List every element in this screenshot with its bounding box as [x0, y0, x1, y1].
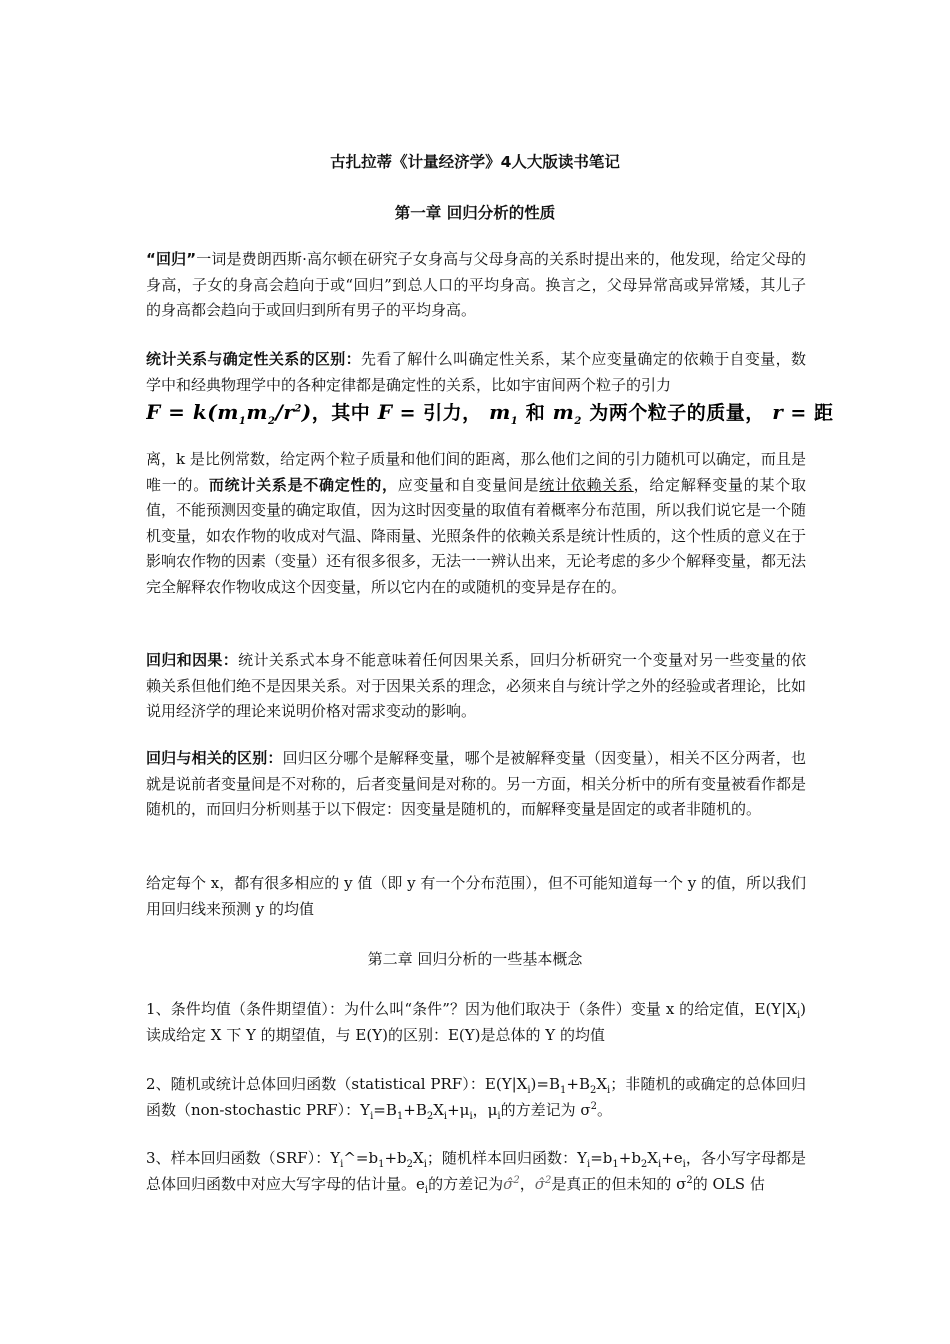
- chapter-2-heading: 第二章 回归分析的一些基本概念: [367, 950, 583, 968]
- term-regression-correlation: 回归与相关的区别：: [146, 749, 283, 767]
- paragraph-text: 一词是费朗西斯·高尔顿在研究子女身高与父母身高的关系时提出来的，他发现，给定父母的身高，子女的身高会趋向于或“回归”到总人口的平均身高。换言之，父母异常高或异常矮，其儿子的身高都会趋向于或回归到所有男子的平均身高。: [146, 250, 806, 319]
- paragraph-statistical-vs-deterministic: [146, 347, 806, 398]
- paragraph-statistical-dependence: 离，k 是比例常数，给定两个粒子质量和他们间的距离，那么他们之间的引力随机可以确定，而且是唯一的。而统计关系是不确定性的，应变量和自变量间是统计依赖关系，给定解释变量的某个取值，不能预测因变量的确定取值，因为这时因变量的取值有着概率分布范围，所以我们说它是一个随机变量，如农作物的收成对气温、降雨量、光照条件的依赖关系是统计性质的，这个性质的意义在于影响农作物的因素（变量）还有很多很多，无法一一辨认出来，无论考虑的多少个解释变量，都无法完全解释农作物收成这个因变量，所以它内在的或随机的变异是存在的。: [146, 450, 807, 596]
- term-statistical-vs-deterministic: 统计关系与确定性关系的区别：: [146, 350, 361, 368]
- list-item-srf: 3、样本回归函数（SRF）：$Y_i\^{}=b_1+b_2X_i$；随机样本回归函数：$Y_i=b_1+b_2X_i+e_i$，各小写字母都是总体回归函数中对应大写字母的估计量。$e_i$的方差记为σ̂$^2$，σ̂$^2$是真正的但未知的 $\sigma^2$的 OLS 估: [146, 1149, 806, 1196]
- document-title: 古扎拉蒂《计量经济学》4人大版读书笔记: [330, 153, 620, 171]
- term-uncertain: 而统计关系是不确定性的，: [208, 475, 398, 494]
- gravity-formula: $F = k(m_1m_2/r^2)$，其中 F = 引力， $m_1$ 和 $m_2$ 为两个粒子的质量， r = 距: [146, 400, 834, 427]
- term-regression-causation: 回归和因果：: [146, 651, 239, 669]
- list-item-prf: 2、随机或统计总体回归函数（statistical PRF）：$E(Y|X_i)=B_1+B_2X_i$；非随机的或确定的总体回归函数（non-stochastic PRF）：$Y_i=B_1+B_2X_i+\mu_i$，$\mu_i$的方差记为 $\sigma^2$。: [146, 1075, 806, 1122]
- paragraph-regression-origin: [146, 247, 806, 324]
- paragraph-regression-correlation: 回归与相关的区别：回归区分哪个是解释变量，哪个是被解释变量（因变量），相关不区分两者，也就是说前者变量间是不对称的，后者变量间是对称的。另一方面，相关分析中的所有变量被看作都是随机的，而回归分析则基于以下假定：因变量是随机的，而解释变量是固定的或者非随机的。: [146, 749, 807, 818]
- list-item-conditional-mean: 1、条件均值（条件期望值）：为什么叫“条件”？因为他们取决于（条件）变量 x 的给定值，$E(Y|X_i)$读成给定 X 下 Y 的期望值，与 E(Y)的区别：E(Y)是总体的 Y 的均值: [146, 1000, 806, 1044]
- paragraph-regression-causation: 回归和因果：统计关系式本身不能意味着任何因果关系，回归分析研究一个变量对另一些变量的依赖关系但他们绝不是因果关系。对于因果关系的理念，必须来自与统计学之外的经验或者理论，比如说用经济学的理论来说明价格对需求变动的影响。: [146, 651, 807, 720]
- chapter-1-heading: 第一章 回归分析的性质: [394, 204, 556, 222]
- underlined-term: 统计依赖关系: [539, 475, 634, 494]
- sigma-hat-symbol: σ̂: [534, 1174, 545, 1193]
- term-regression: “回归”: [146, 250, 197, 268]
- paragraph-regression-line: 给定每个 x，都有很多相应的 y 值（即 y 有一个分布范围），但不可能知道每一个 y 的值，所以我们用回归线来预测 y 的均值: [146, 874, 806, 918]
- paragraph-text: 先看了解什么叫确定性关系，某个应变量确定的依赖于自变量，数学中和经典物理学中的各种定律都是确定性的关系，比如宇宙间两个粒子的引力: [146, 350, 806, 394]
- sigma-hat-symbol: σ̂: [503, 1174, 514, 1193]
